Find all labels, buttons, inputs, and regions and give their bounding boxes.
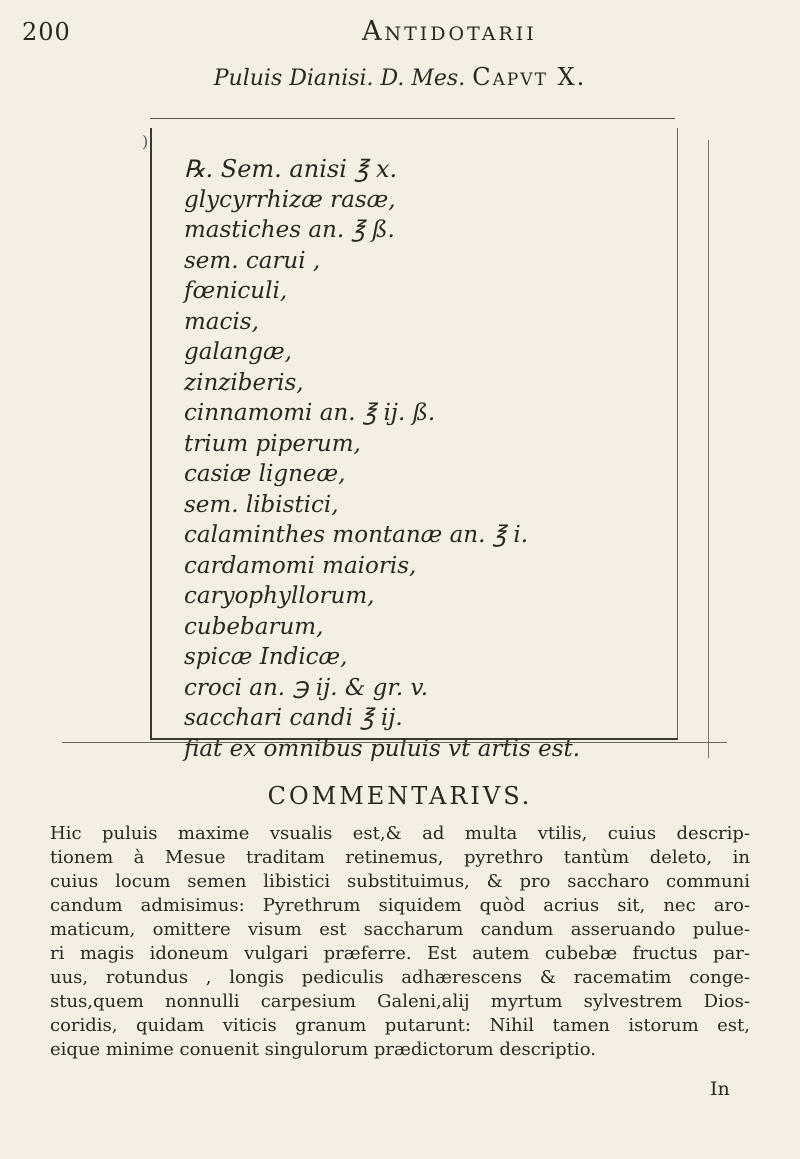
ingredient-line: galangæ, bbox=[184, 339, 292, 365]
ingredient-line: caryophyllorum, bbox=[184, 583, 375, 609]
ingredient-line: glycyrrhizæ rasæ, bbox=[184, 186, 396, 213]
ingredient-line: cubebarum, bbox=[184, 613, 324, 640]
ingredient-line: macis, bbox=[184, 308, 259, 335]
commentary-line: maticum, omittere visum est saccharum candum asseruando pulue- bbox=[50, 919, 750, 940]
commentary-line: ri magis idoneum vulgari præferre. Est autem cubebæ fructus par- bbox=[50, 943, 750, 964]
ingredient-line: ℞. Sem. anisi ℥ x. bbox=[184, 155, 398, 183]
commentary-line: Hic puluis maxime vsualis est,& ad multa vtilis, cuius descrip- bbox=[50, 823, 750, 844]
commentary-line: stus,quem nonnulli carpesium Galeni,alij myrtum sylvestrem Dios- bbox=[50, 991, 750, 1012]
heading-rule bbox=[150, 118, 675, 119]
running-title: Antidotarii bbox=[362, 16, 537, 47]
ingredient-line: casiæ ligneæ, bbox=[184, 461, 346, 487]
ingredient-line: sem. carui , bbox=[184, 247, 321, 274]
ingredient-line: fœniculi, bbox=[184, 278, 288, 304]
chapter-label: Capvt X. bbox=[472, 63, 587, 91]
commentary-body bbox=[50, 822, 750, 1062]
ingredient-line: croci an. ℈ ij. & gr. v. bbox=[184, 674, 429, 701]
commentary-title: COMMENTARIVS. bbox=[267, 782, 533, 810]
section-rule bbox=[62, 742, 727, 743]
commentary-line: cuius locum semen libistici substituimus, & pro saccharo communi bbox=[50, 871, 750, 892]
margin-rule bbox=[708, 140, 709, 758]
ingredient-line: sem. libistici, bbox=[184, 491, 339, 518]
recipe-attribution: D. Mes. bbox=[380, 66, 466, 91]
commentary-line: coridis, quidam viticis granum putarunt: Nihil tamen istorum est, bbox=[50, 1015, 750, 1036]
running-head bbox=[22, 14, 778, 54]
commentary-line: candum admisimus: Pyrethrum siquidem quòd acrius sit, nec aro- bbox=[50, 895, 750, 916]
recipe-name: Puluis Dianisi. bbox=[213, 66, 374, 91]
recipe-heading bbox=[0, 63, 800, 91]
page-number: 200 bbox=[22, 18, 71, 46]
ingredient-line: calaminthes montanæ an. ℥ i. bbox=[184, 522, 529, 548]
ingredient-line: fiat ex omnibus puluis vt artis est. bbox=[184, 735, 581, 762]
ingredient-line: mastiches an. ℥ ß. bbox=[184, 217, 395, 243]
commentary-line: tionem à Mesue traditam retinemus, pyrethro tantùm deleto, in bbox=[50, 847, 750, 868]
commentary-line: eique minime conuenit singulorum prædictorum descriptio. bbox=[50, 1039, 596, 1060]
ingredient-line: trium piperum, bbox=[184, 430, 361, 457]
catchword: In bbox=[710, 1078, 730, 1100]
ingredient-line: cardamomi maioris, bbox=[184, 552, 417, 579]
margin-mark: ) bbox=[142, 132, 149, 151]
ingredient-line: zinziberis, bbox=[184, 369, 304, 396]
ingredient-list bbox=[184, 154, 580, 764]
commentary-line: uus, rotundus , longis pediculis adhærescens & racematim conge- bbox=[50, 967, 750, 988]
ingredient-line: sacchari candi ℥ ij. bbox=[184, 705, 403, 731]
recipe-box bbox=[142, 128, 678, 762]
ingredient-line: spicæ Indicæ, bbox=[184, 644, 348, 670]
ingredient-line: cinnamomi an. ℥ ij. ß. bbox=[184, 400, 436, 426]
